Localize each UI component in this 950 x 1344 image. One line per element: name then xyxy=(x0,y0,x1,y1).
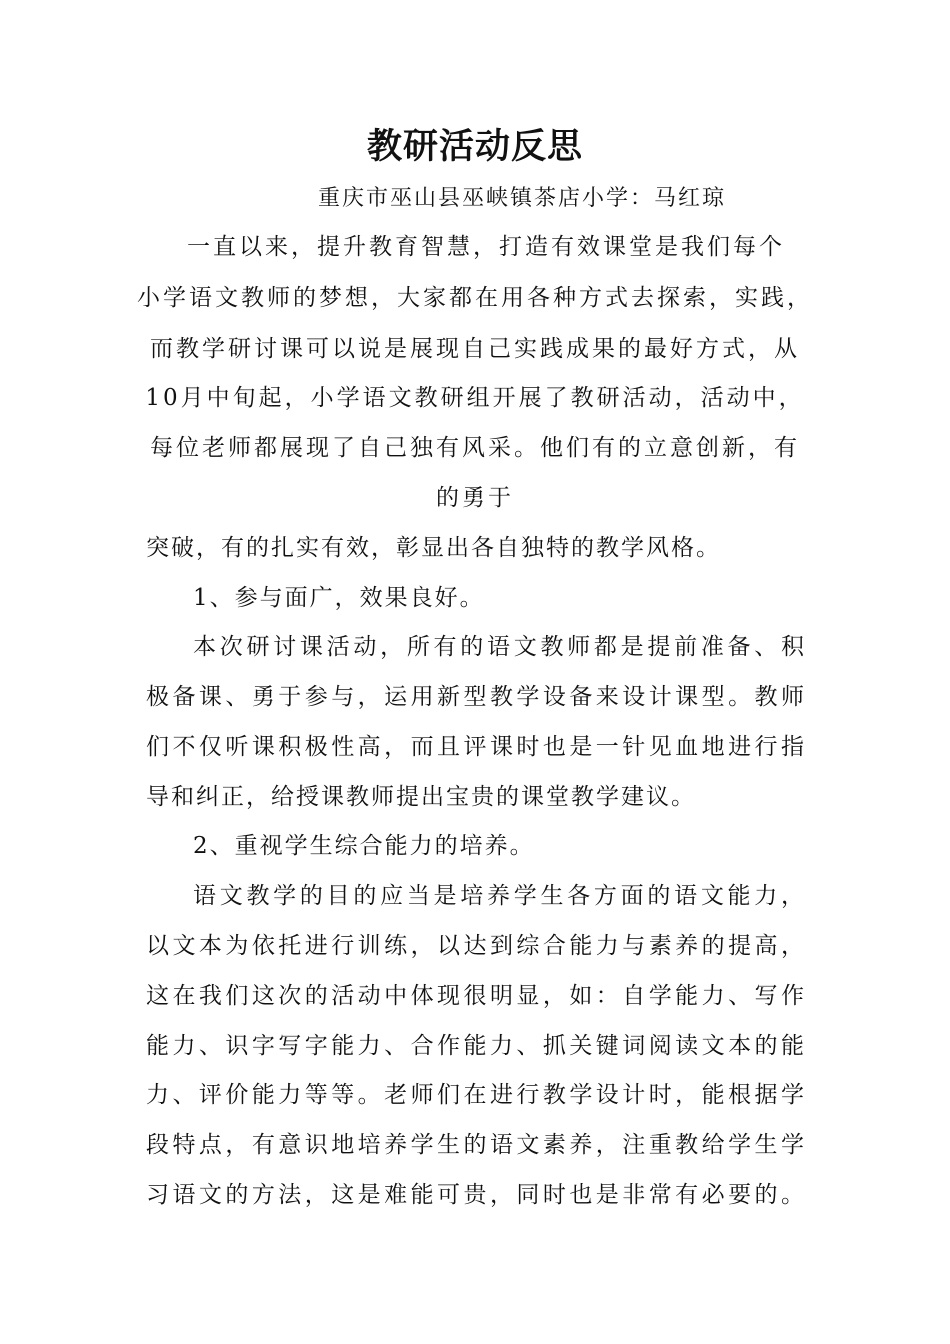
intro-line-1: 一直以来，提升教育智慧，打造有效课堂是我们每个 xyxy=(187,234,785,260)
section2-line-3: 这在我们这次的活动中体现很明显，如：自学能力、写作 xyxy=(146,983,806,1009)
intro-line-3: 而教学研讨课可以说是展现自己实践成果的最好方式，从 xyxy=(150,336,800,362)
section1-heading: 1、参与面广，效果良好。 xyxy=(193,585,485,611)
intro-line-4: 10月中旬起，小学语文教研组开展了教研活动，活动中， xyxy=(145,385,805,411)
intro-line-5: 每位老师都展现了自己独有风采。他们有的立意创新，有 xyxy=(150,435,800,461)
intro-tail-line: 突破，有的扎实有效，彰显出各自独特的教学风格。 xyxy=(146,535,721,561)
section2-heading: 2、重视学生综合能力的培养。 xyxy=(193,833,535,859)
section2-line-2: 以文本为依托进行训练，以达到综合能力与素养的提高， xyxy=(146,933,806,959)
document-title: 教研活动反思 xyxy=(366,126,583,167)
section2-line-7: 习语文的方法，这是难能可贵，同时也是非常有必要的。 xyxy=(146,1182,806,1208)
author-line: 重庆市巫山县巫峡镇茶店小学：马红琼 xyxy=(318,186,727,211)
section2-line-4: 能力、识字写字能力、合作能力、抓关键词阅读文本的能 xyxy=(146,1033,806,1059)
section1-line-3: 们不仅听课积极性高，而且评课时也是一针见血地进行指 xyxy=(146,734,806,760)
section2-line-1: 语文教学的目的应当是培养学生各方面的语文能力， xyxy=(193,883,806,909)
section2-line-5: 力、评价能力等等。老师们在进行教学设计时，能根据学 xyxy=(146,1082,806,1108)
section2-line-6: 段特点，有意识地培养学生的语文素养，注重教给学生学 xyxy=(146,1132,806,1158)
section1-line-2: 极备课、勇于参与，运用新型教学设备来设计课型。教师 xyxy=(146,684,806,710)
section1-line-1: 本次研讨课活动，所有的语文教师都是提前准备、积 xyxy=(193,634,806,660)
intro-line-2: 小学语文教师的梦想，大家都在用各种方式去探索，实践， xyxy=(137,285,813,311)
intro-line-6: 的勇于 xyxy=(436,485,514,511)
section1-line-4: 导和纠正，给授课教师提出宝贵的课堂教学建议。 xyxy=(146,784,696,810)
